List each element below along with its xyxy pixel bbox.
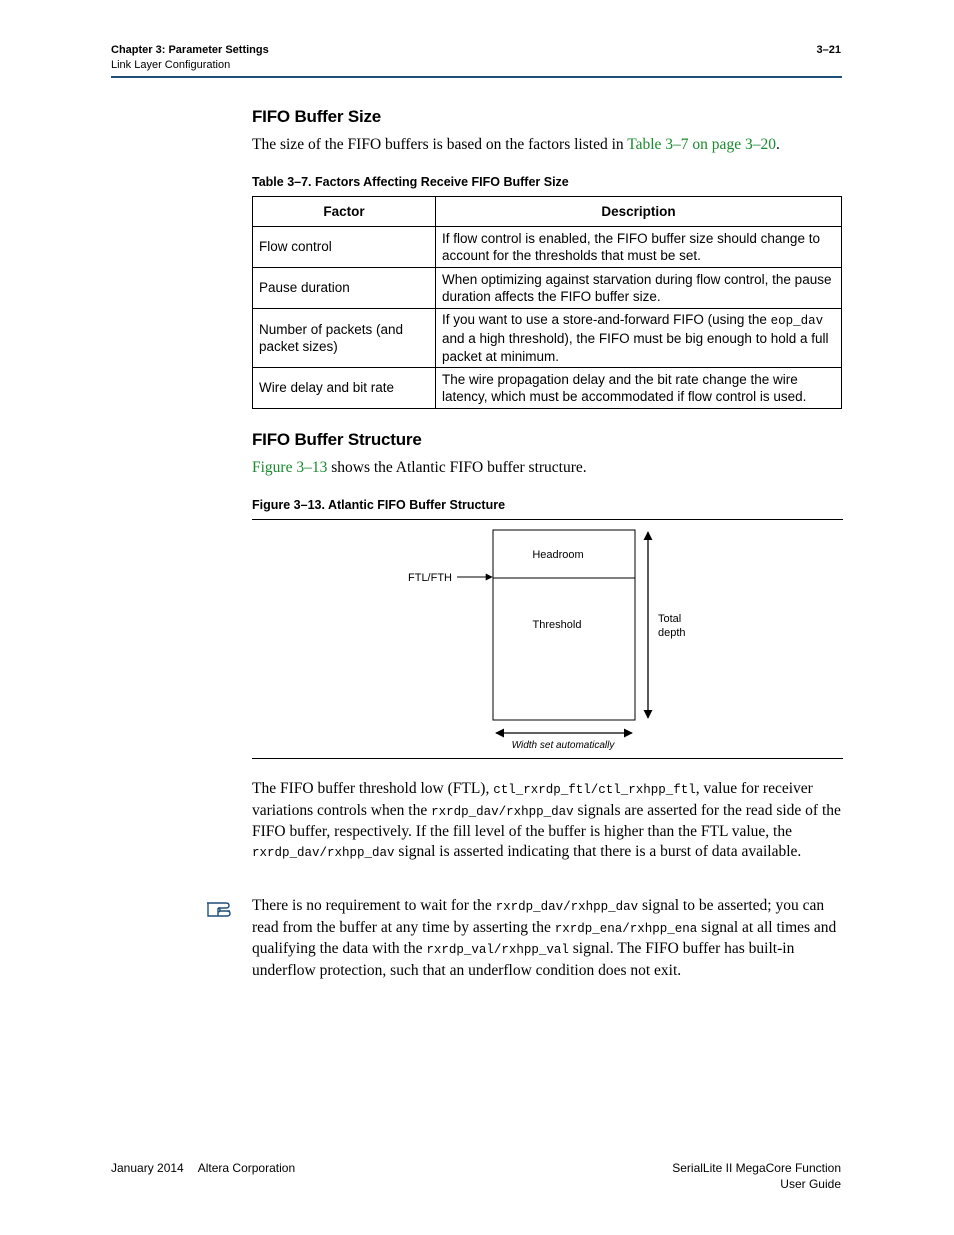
footer-product: SerialLite II MegaCore Function: [672, 1161, 841, 1175]
header-description: Description: [436, 197, 842, 227]
factor-cell: Wire delay and bit rate: [253, 368, 436, 409]
ftl-paragraph: [252, 779, 844, 863]
total-label: Total: [658, 613, 682, 625]
header-factor: Factor: [253, 197, 436, 227]
figure-reference-link[interactable]: Figure 3–13: [252, 459, 328, 476]
code-ftl: ctl_rxrdp_ftl/ctl_rxhpp_ftl: [493, 783, 696, 797]
chapter-header: Chapter 3: Parameter Settings: [111, 44, 269, 56]
factors-table: [252, 196, 842, 409]
footer-company: Altera Corporation: [197, 1161, 296, 1175]
desc-text: If you want to use a store-and-forward FIFO (using the: [442, 311, 771, 327]
description-cell: The wire propagation delay and the bit rate change the wire latency, which must be accommodated if flow control is used.: [436, 368, 842, 409]
para-text: signal is asserted indicating that there is a burst of data available.: [394, 842, 802, 860]
fifo-buffer-structure-heading: FIFO Buffer Structure: [252, 430, 422, 449]
note-text: signal to be asserted; you can read from the buffer at any time by asserting the: [252, 897, 825, 936]
note-paragraph: [252, 896, 844, 980]
fifo-buffer-size-heading: FIFO Buffer Size: [252, 107, 382, 126]
fifo-size-intro: [252, 135, 852, 155]
note-text: signal at all times and qualifying the data with the: [252, 918, 837, 957]
para-text: signals are asserted for the read side of the FIFO buffer, respectively. If the fill level of the buffer is higher than the FTL value, the: [252, 801, 841, 840]
factor-cell: Number of packets (and packet sizes): [253, 309, 436, 368]
description-cell: When optimizing against starvation during flow control, the pause duration affects the FIFO buffer size.: [436, 268, 842, 309]
footer-doc: User Guide: [780, 1177, 841, 1191]
note-text: signal. The FIFO buffer has built-in underflow protection, such that an underflow condition does not exit.: [252, 940, 795, 979]
threshold-label: Threshold: [532, 619, 582, 631]
table-caption: Table 3–7. Factors Affecting Receive FIFO Buffer Size: [252, 175, 569, 189]
description-cell: [436, 309, 842, 368]
code-dav: rxrdp_dav/rxhpp_dav: [495, 900, 639, 914]
footer-left: [111, 1161, 295, 1175]
table-row: [253, 227, 842, 268]
pointing-hand-icon: [206, 896, 240, 918]
code-val: rxrdp_val/rxhpp_val: [426, 943, 569, 957]
factor-cell: Pause duration: [253, 268, 436, 309]
figure-bottom-rule: [252, 758, 843, 759]
description-cell: If flow control is enabled, the FIFO buffer size should change to account for the thresholds that must be set.: [436, 227, 842, 268]
fifo-structure-diagram: [252, 520, 843, 758]
desc-code: eop_dav: [770, 313, 824, 328]
table-header-row: [253, 197, 842, 227]
section-header: Link Layer Configuration: [111, 59, 231, 71]
code-ena: rxrdp_ena/rxhpp_ena: [554, 921, 698, 936]
table-row: [253, 309, 842, 368]
intro-text: shows the Atlantic FIFO buffer structure.: [327, 459, 587, 476]
headroom-label: Headroom: [532, 549, 584, 561]
factor-cell: Flow control: [253, 227, 436, 268]
table-reference-link[interactable]: Table 3–7 on page 3–20: [627, 136, 776, 153]
depth-label: depth: [658, 627, 686, 639]
table-row: [253, 368, 842, 409]
para-text: , value for receiver variations controls when the: [252, 780, 813, 819]
ftl-fth-label: FTL/FTH: [408, 572, 452, 584]
page-number: 3–21: [816, 44, 841, 56]
fifo-structure-intro: [252, 458, 852, 478]
intro-text: The size of the FIFO buffers is based on the factors listed in: [252, 136, 628, 153]
figure-caption: Figure 3–13. Atlantic FIFO Buffer Structure: [252, 498, 506, 512]
footer-date: January 2014: [111, 1161, 184, 1175]
table-row: [253, 268, 842, 309]
width-label: Width set automatically: [511, 740, 615, 751]
code-dav: rxrdp_dav/rxhpp_dav: [431, 804, 574, 819]
intro-end: .: [775, 136, 780, 153]
para-text: The FIFO buffer threshold low (FTL),: [252, 780, 494, 797]
header-rule: [111, 76, 842, 78]
desc-text-end: and a high threshold), the FIFO must be big enough to hold a full packet at minimum.: [442, 331, 829, 364]
code-dav: rxrdp_dav/rxhpp_dav: [252, 845, 395, 860]
note-text: There is no requirement to wait for the: [252, 897, 496, 914]
